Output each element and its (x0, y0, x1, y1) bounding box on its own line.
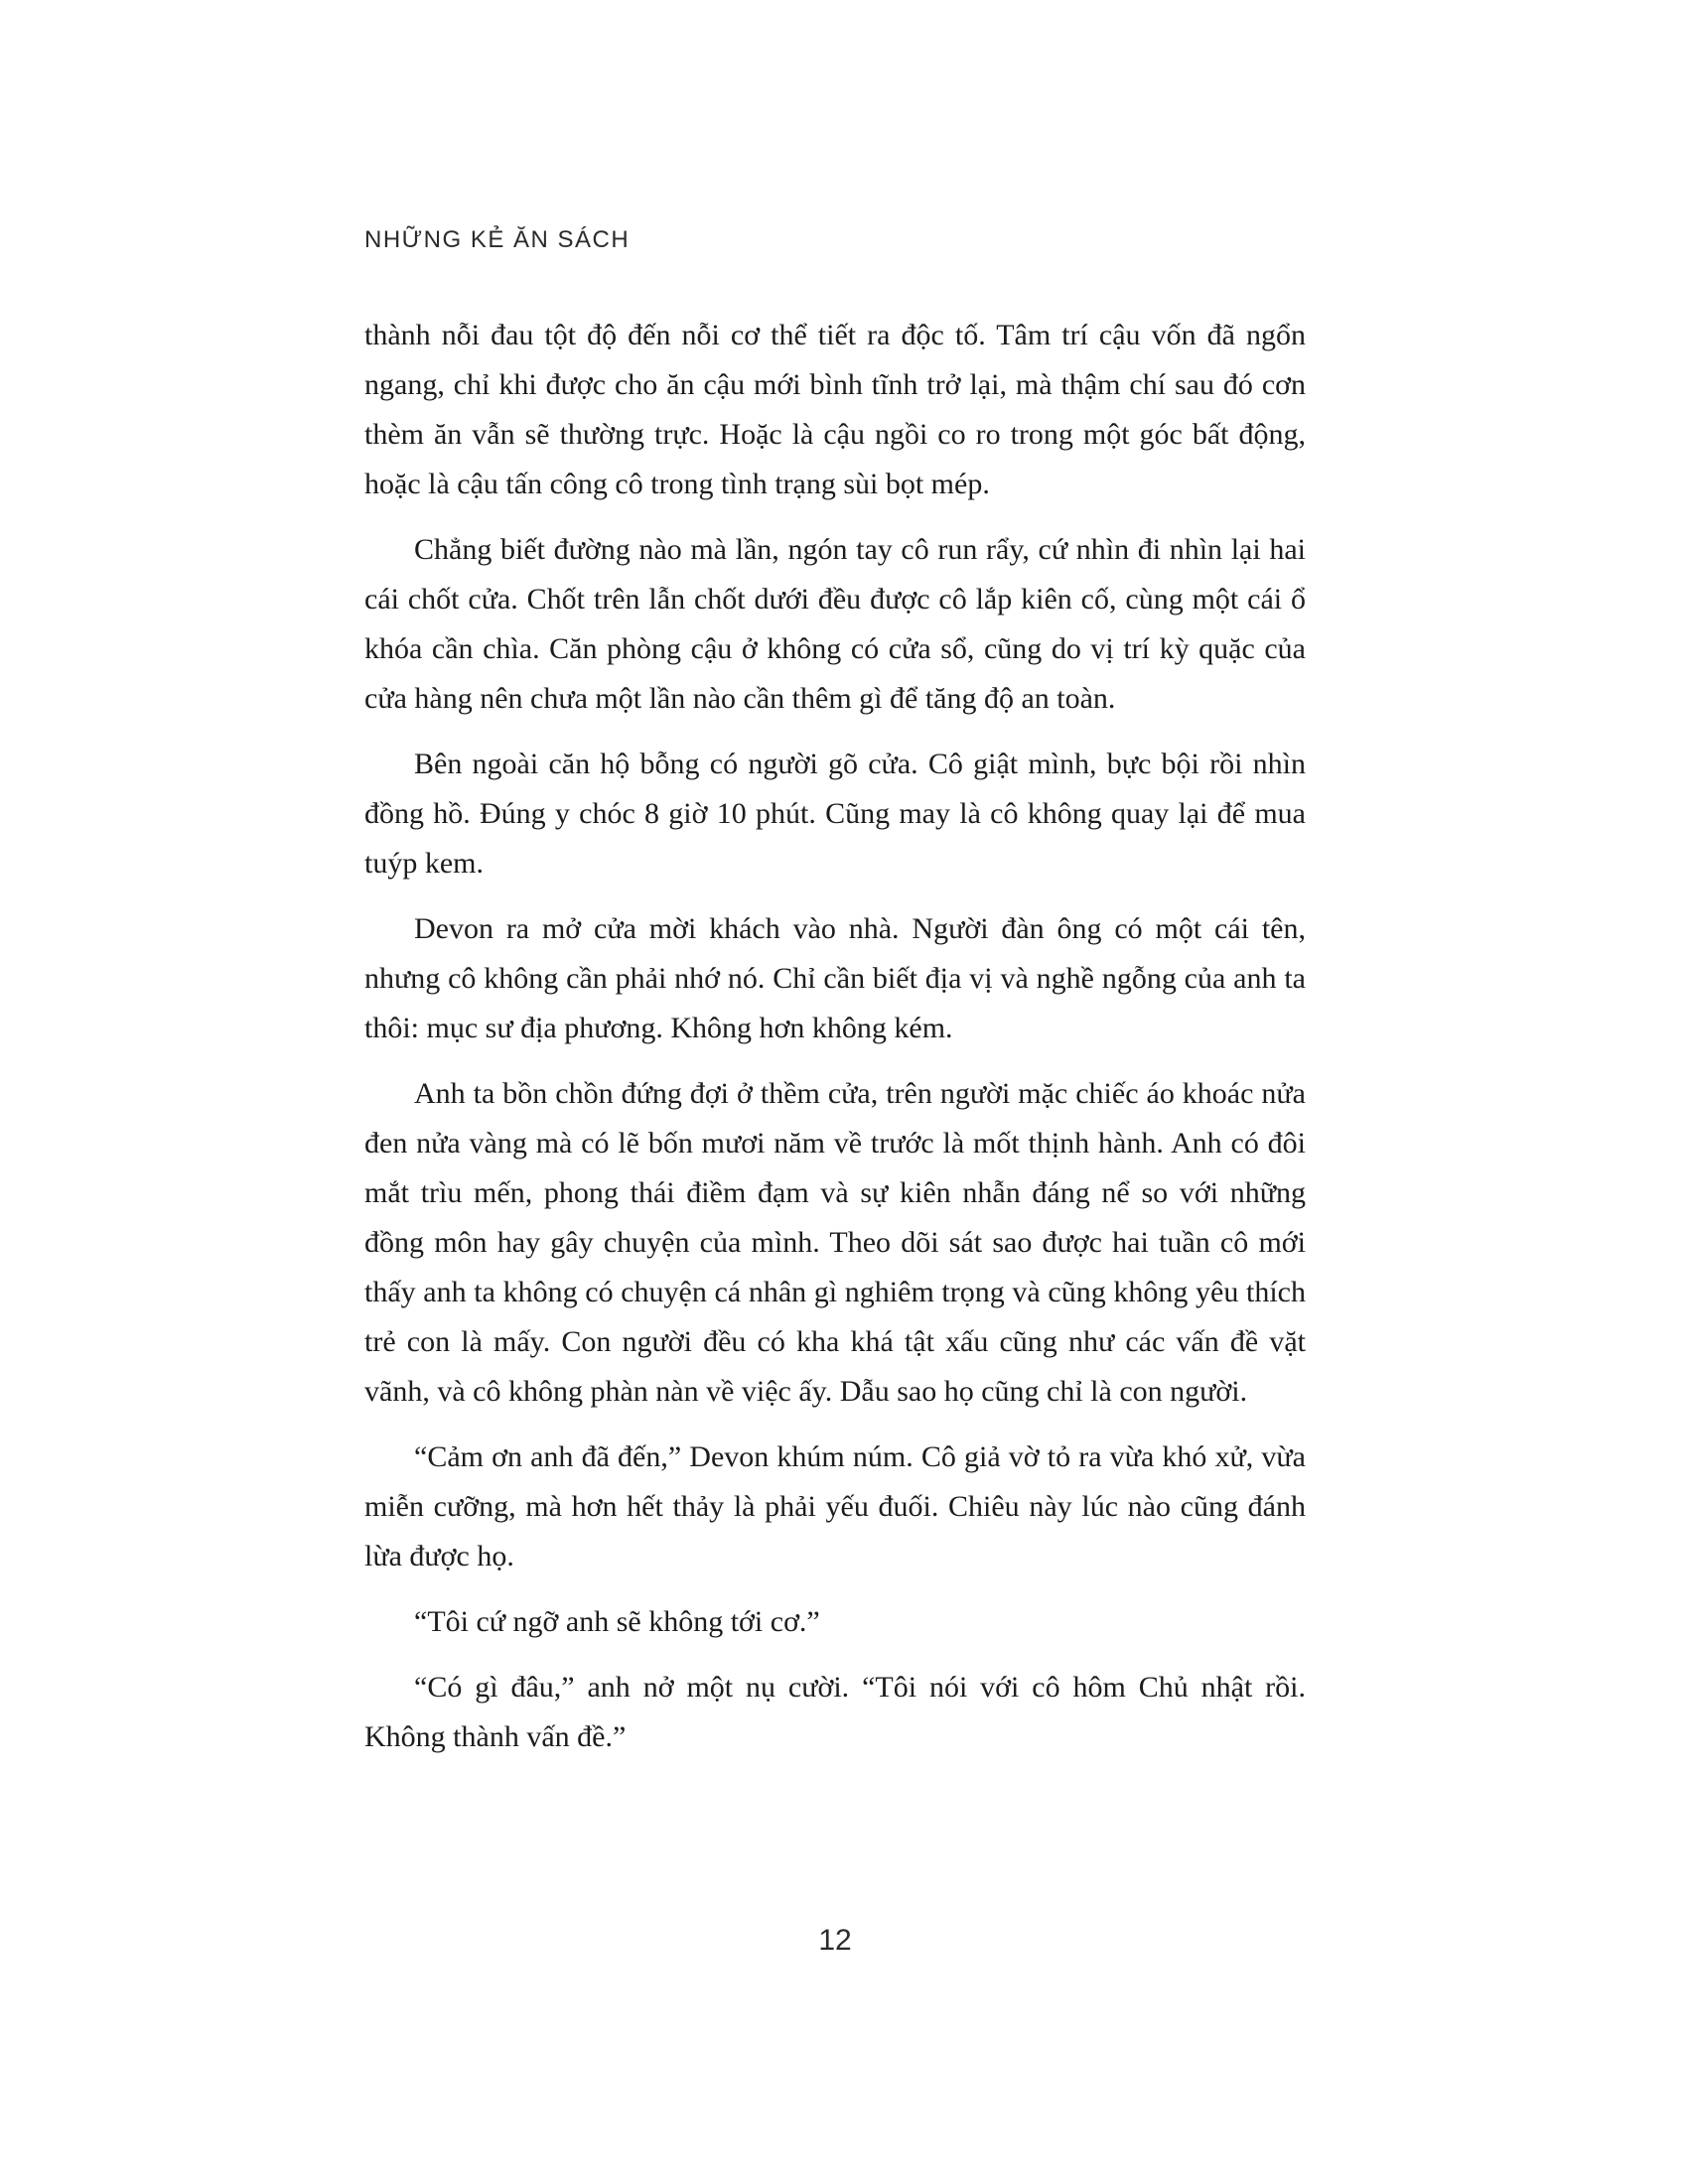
running-header: NHỮNG KẺ ĂN SÁCH (364, 226, 631, 253)
paragraph: Chẳng biết đường nào mà lần, ngón tay cô run rẩy, cứ nhìn đi nhìn lại hai cái chốt cửa. Chốt trên lẫn chốt dưới đều được cô lắp kiên cố, cùng một cái ổ khóa cần chìa. Căn phòng cậu ở không có cửa sổ, cũng do vị trí kỳ quặc của cửa hàng nên chưa một lần nào cần thêm gì để tăng độ an toàn. (364, 533, 1306, 715)
paragraph: “Tôi cứ ngỡ anh sẽ không tới cơ.” (414, 1605, 820, 1638)
page-number: 12 (818, 1924, 852, 1957)
paragraph: “Cảm ơn anh đã đến,” Devon khúm núm. Cô giả vờ tỏ ra vừa khó xử, vừa miễn cưỡng, mà hơn hết thảy là phải yếu đuối. Chiêu này lúc nào cũng đánh lừa được họ. (364, 1440, 1306, 1572)
paragraph: thành nỗi đau tột độ đến nỗi cơ thể tiết ra độc tố. Tâm trí cậu vốn đã ngổn ngang, chỉ khi được cho ăn cậu mới bình tĩnh trở lại, mà thậm chí sau đó cơn thèm ăn vẫn sẽ thường trực. Hoặc là cậu ngồi co ro trong một góc bất động, hoặc là cậu tấn công cô trong tình trạng sùi bọt mép. (364, 319, 1306, 500)
body-text (364, 311, 1306, 1778)
paragraph: Devon ra mở cửa mời khách vào nhà. Người đàn ông có một cái tên, nhưng cô không cần phải nhớ nó. Chỉ cần biết địa vị và nghề ngỗng của anh ta thôi: mục sư địa phương. Không hơn không kém. (364, 912, 1306, 1044)
paragraph: “Có gì đâu,” anh nở một nụ cười. “Tôi nói với cô hôm Chủ nhật rồi. Không thành vấn đề.” (364, 1671, 1306, 1753)
paragraph: Bên ngoài căn hộ bỗng có người gõ cửa. Cô giật mình, bực bội rồi nhìn đồng hồ. Đúng y chóc 8 giờ 10 phút. Cũng may là cô không quay lại để mua tuýp kem. (364, 748, 1306, 880)
paragraph: Anh ta bồn chồn đứng đợi ở thềm cửa, trên người mặc chiếc áo khoác nửa đen nửa vàng mà có lẽ bốn mươi năm về trước là mốt thịnh hành. Anh có đôi mắt trìu mến, phong thái điềm đạm và sự kiên nhẫn đáng nể so với những đồng môn hay gây chuyện của mình. Theo dõi sát sao được hai tuần cô mới thấy anh ta không có chuyện cá nhân gì nghiêm trọng và cũng không yêu thích trẻ con là mấy. Con người đều có kha khá tật xấu cũng như các vấn đề vặt vãnh, và cô không phàn nàn về việc ấy. Dẫu sao họ cũng chỉ là con người. (364, 1077, 1306, 1408)
